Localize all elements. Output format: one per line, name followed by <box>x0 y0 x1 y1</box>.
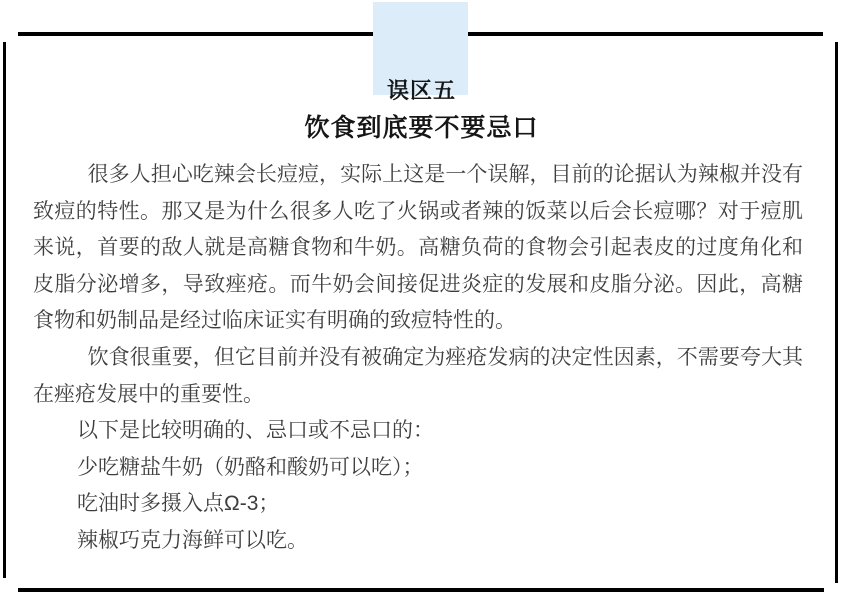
paragraph: 饮食很重要，但它目前并没有被确定为痤疮发病的决定性因素，不需要夸大其在痤疮发展中的重要性。 <box>33 345 803 406</box>
body-text <box>33 157 803 560</box>
paragraph: 很多人担心吃辣会长痘痘，实际上这是一个误解，目前的论据认为辣椒并没有致痘的特性。那又是为什么很多人吃了火锅或者辣的饭菜以后会长痘哪？对于痘肌来说，首要的敌人就是高糖食物和牛奶。高糖负荷的食物会引起表皮的过度角化和皮脂分泌增多，导致痤疮。而牛奶会间接促进炎症的发展和皮脂分泌。因此，高糖食物和奶制品是经过临床证实有明确的致痘特性的。 <box>33 163 803 333</box>
list-intro-line: 以下是比较明确的、忌口或不忌口的： <box>77 419 434 443</box>
list-item: 吃油时多摄入点Ω-3； <box>77 492 280 516</box>
page-title: 饮食到底要不要忌口 <box>304 114 539 142</box>
list-item: 辣椒巧克力海鲜可以吃。 <box>77 528 308 552</box>
list-item: 少吃糖盐牛奶（奶酪和酸奶可以吃）； <box>77 455 424 479</box>
section-kicker: 误区五 <box>386 78 456 103</box>
